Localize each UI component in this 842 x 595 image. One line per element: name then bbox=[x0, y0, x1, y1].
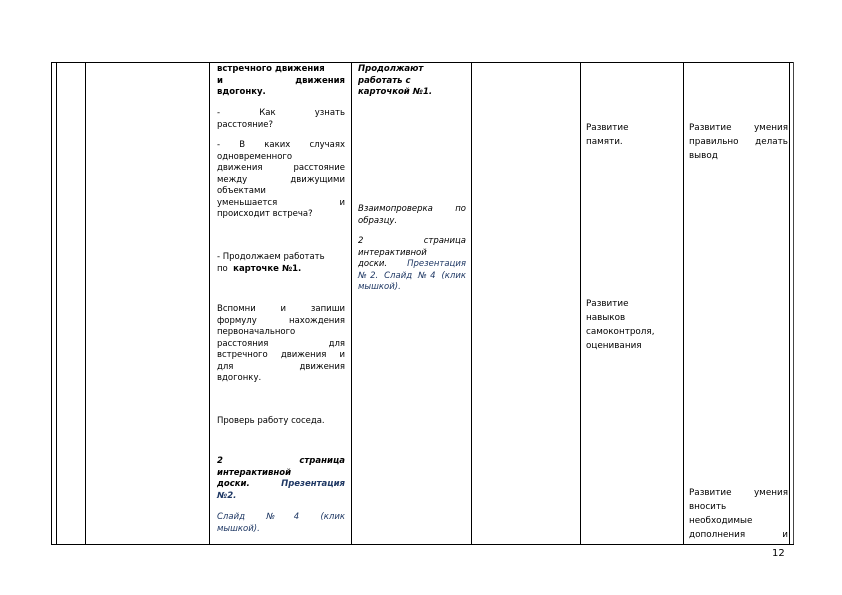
text-line: №2. Слайд №4 (клик bbox=[358, 270, 466, 281]
col4-board-ref bbox=[358, 236, 466, 294]
text-line: встречного движения и bbox=[217, 350, 345, 360]
text-line: - Продолжаем работать bbox=[217, 252, 325, 262]
col3-formula-task bbox=[217, 304, 345, 385]
col-border-0 bbox=[51, 62, 52, 544]
col-border-5 bbox=[471, 62, 472, 544]
text-line: вносить bbox=[689, 502, 727, 512]
text-line: - Как узнать bbox=[217, 108, 345, 118]
page-number: 12 bbox=[772, 548, 785, 559]
col6-memory bbox=[586, 121, 678, 149]
col3-question1 bbox=[217, 108, 345, 131]
col4-task bbox=[358, 64, 466, 99]
col3-card-work bbox=[217, 252, 345, 275]
col4-mutual-check bbox=[358, 204, 466, 227]
col3-intro bbox=[217, 64, 345, 99]
text-word: Презентация bbox=[407, 259, 466, 269]
text-line: уменьшается и bbox=[217, 197, 345, 208]
text-line: Продолжают bbox=[358, 64, 424, 74]
text-word: доски. bbox=[358, 259, 388, 269]
text-word: по bbox=[217, 263, 228, 274]
text-line: вывод bbox=[689, 151, 718, 161]
col-border-4 bbox=[351, 62, 352, 544]
text-line: происходит встреча? bbox=[217, 209, 313, 219]
text-line: между движущими bbox=[217, 174, 345, 185]
col-border-1 bbox=[56, 62, 57, 544]
text-word: карточке №1. bbox=[233, 263, 302, 274]
text-line: мышкой). bbox=[358, 282, 401, 292]
col-border-6 bbox=[580, 62, 581, 544]
text-line: расстояние? bbox=[217, 119, 274, 130]
col-border-2 bbox=[85, 62, 86, 544]
text-line: карточкой №1. bbox=[358, 87, 433, 97]
text-line: движения расстояние bbox=[217, 163, 345, 173]
text-line: вдогонку. bbox=[217, 373, 262, 383]
text-line: навыков bbox=[586, 313, 626, 323]
text-word: доски. bbox=[217, 479, 250, 489]
col-border-3 bbox=[209, 62, 210, 544]
text-line: первоначального bbox=[217, 327, 296, 337]
text-line: образцу. bbox=[358, 215, 398, 226]
text-line: 2 страница bbox=[217, 456, 345, 466]
text-line: Развитие умения bbox=[689, 123, 788, 133]
col-border-7 bbox=[683, 62, 684, 544]
text-line: Развитие bbox=[586, 123, 629, 133]
text-line: мышкой). bbox=[217, 523, 260, 534]
text-line: работать с bbox=[358, 75, 411, 86]
col-border-8 bbox=[789, 62, 790, 544]
text-line: интерактивной bbox=[358, 247, 427, 258]
col-border-9 bbox=[793, 62, 794, 544]
text-line: объектами bbox=[217, 186, 266, 196]
text-line: формулу нахождения bbox=[217, 315, 345, 326]
text-line: Развитие умения bbox=[689, 488, 788, 498]
text-line: необходимые bbox=[689, 516, 753, 526]
col7-additions bbox=[689, 486, 788, 542]
text-line: Развитие bbox=[586, 299, 629, 309]
text-line: интерактивной bbox=[217, 467, 292, 478]
text-line: одновременного bbox=[217, 151, 293, 162]
text-line: №2. bbox=[217, 490, 237, 501]
text-line: - В каких случаях bbox=[217, 140, 345, 150]
text-line: встречного движения bbox=[217, 64, 325, 74]
text-line: расстояния для bbox=[217, 338, 345, 349]
text-line: вдогонку. bbox=[217, 87, 266, 97]
text-line: Вспомни и запиши bbox=[217, 304, 345, 314]
text-line: памяти. bbox=[586, 137, 623, 147]
text-line: Взаимопроверка по bbox=[358, 204, 466, 214]
text-line: и движения bbox=[217, 75, 345, 86]
text-line: оценивания bbox=[586, 341, 642, 351]
col7-conclusion bbox=[689, 121, 788, 163]
col3-peer-check bbox=[217, 416, 345, 428]
text-line: Слайд №4 (клик bbox=[217, 512, 345, 522]
table-bottom-border bbox=[51, 544, 794, 545]
col3-question2 bbox=[217, 140, 345, 221]
text-line: Проверь работу соседа. bbox=[217, 416, 325, 426]
col3-slide-ref bbox=[217, 512, 345, 535]
text-line: самоконтроля, bbox=[586, 327, 655, 337]
col6-selfcontrol bbox=[586, 297, 678, 353]
text-line: правильно делать bbox=[689, 137, 788, 147]
text-line: для движения bbox=[217, 361, 345, 372]
text-word: Презентация bbox=[281, 479, 345, 489]
text-line: дополнения и bbox=[689, 530, 788, 540]
text-line: 2 страница bbox=[358, 236, 466, 246]
col3-board-ref bbox=[217, 456, 345, 502]
